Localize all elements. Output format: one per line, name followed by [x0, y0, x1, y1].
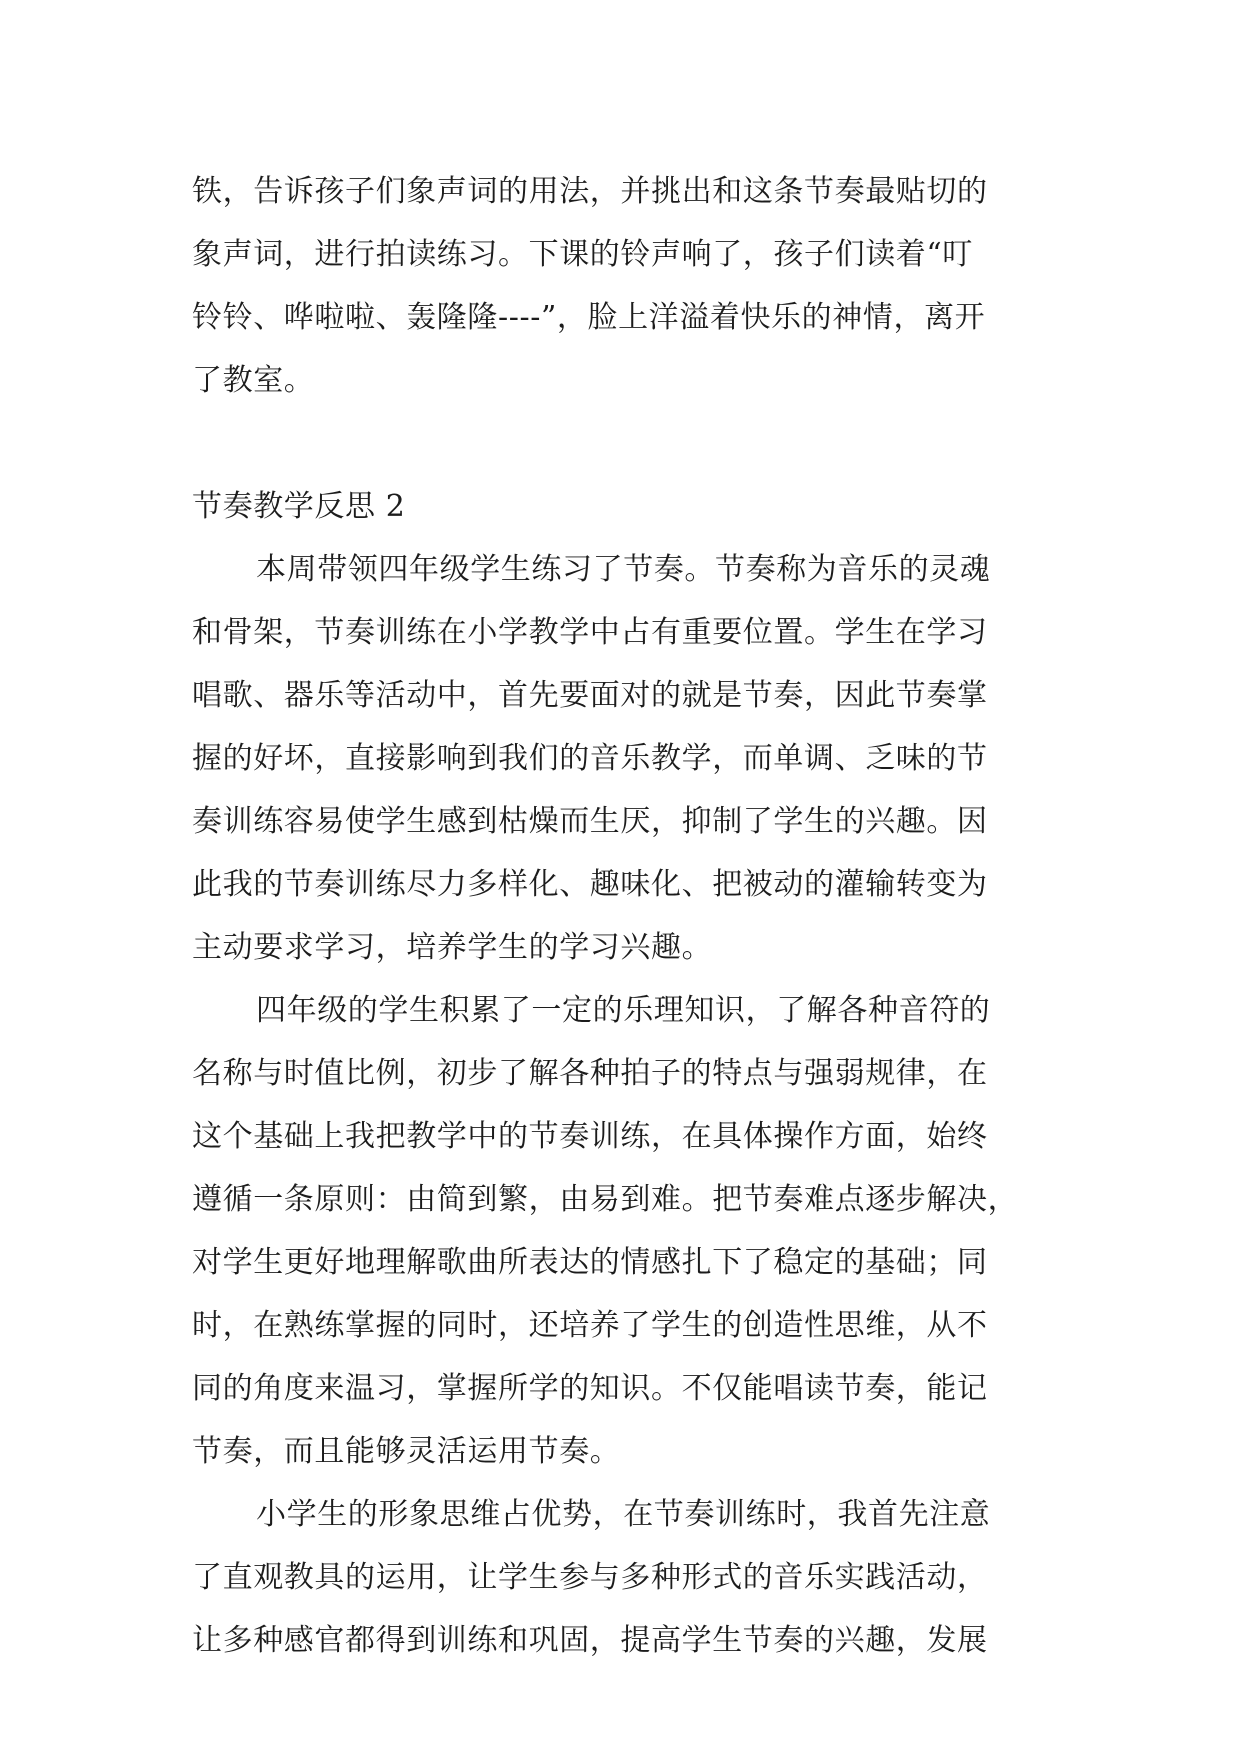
text-line: 四年级的学生积累了一定的乐理知识，了解各种音符的: [256, 993, 991, 1028]
text-line: 了教室。: [192, 363, 315, 398]
paragraph-1: [192, 538, 1050, 979]
text-line: 时，在熟练掌握的同时，还培养了学生的创造性思维，从不: [192, 1308, 988, 1343]
paragraph-3: [192, 1483, 1050, 1672]
text-line: 小学生的形象思维占优势，在节奏训练时，我首先注意: [256, 1497, 991, 1532]
text-line: 握的好坏，直接影响到我们的音乐教学，而单调、乏味的节: [192, 741, 988, 776]
text-line: 遵循一条原则：由简到繁，由易到难。把节奏难点逐步解决，: [192, 1182, 1019, 1217]
text-line: 了直观教具的运用，让学生参与多种形式的音乐实践活动，: [192, 1560, 988, 1595]
text-line: 名称与时值比例，初步了解各种拍子的特点与强弱规律，在: [192, 1056, 988, 1091]
section-title: 节奏教学反思 2: [192, 489, 406, 524]
text-line: 奏训练容易使学生感到枯燥而生厌，抑制了学生的兴趣。因: [192, 804, 988, 839]
document-body: [192, 160, 1050, 1672]
paragraph-2: [192, 979, 1050, 1483]
text-line: 本周带领四年级学生练习了节奏。节奏称为音乐的灵魂: [256, 552, 991, 587]
text-line: 节奏，而且能够灵活运用节奏。: [192, 1434, 621, 1469]
text-line: 此我的节奏训练尽力多样化、趣味化、把被动的灌输转变为: [192, 867, 988, 902]
text-line: 对学生更好地理解歌曲所表达的情感扎下了稳定的基础；同: [192, 1245, 988, 1280]
paragraph-gap: [192, 412, 1050, 475]
text-line: 和骨架，节奏训练在小学教学中占有重要位置。学生在学习: [192, 615, 988, 650]
text-line: 唱歌、器乐等活动中，首先要面对的就是节奏，因此节奏掌: [192, 678, 988, 713]
text-line: 这个基础上我把教学中的节奏训练，在具体操作方面，始终: [192, 1119, 988, 1154]
text-line: 象声词，进行拍读练习。下课的铃声响了，孩子们读着“叮: [192, 237, 973, 272]
text-line: 铃铃、哗啦啦、轰隆隆----”，脸上洋溢着快乐的神情，离开: [192, 300, 986, 335]
text-line: 让多种感官都得到训练和巩固，提高学生节奏的兴趣，发展: [192, 1623, 988, 1658]
text-line: 主动要求学习，培养学生的学习兴趣。: [192, 930, 713, 965]
text-line: 同的角度来温习，掌握所学的知识。不仅能唱读节奏，能记: [192, 1371, 988, 1406]
intro-paragraph: [192, 160, 1050, 412]
text-line: 铁，告诉孩子们象声词的用法，并挑出和这条节奏最贴切的: [192, 174, 988, 209]
